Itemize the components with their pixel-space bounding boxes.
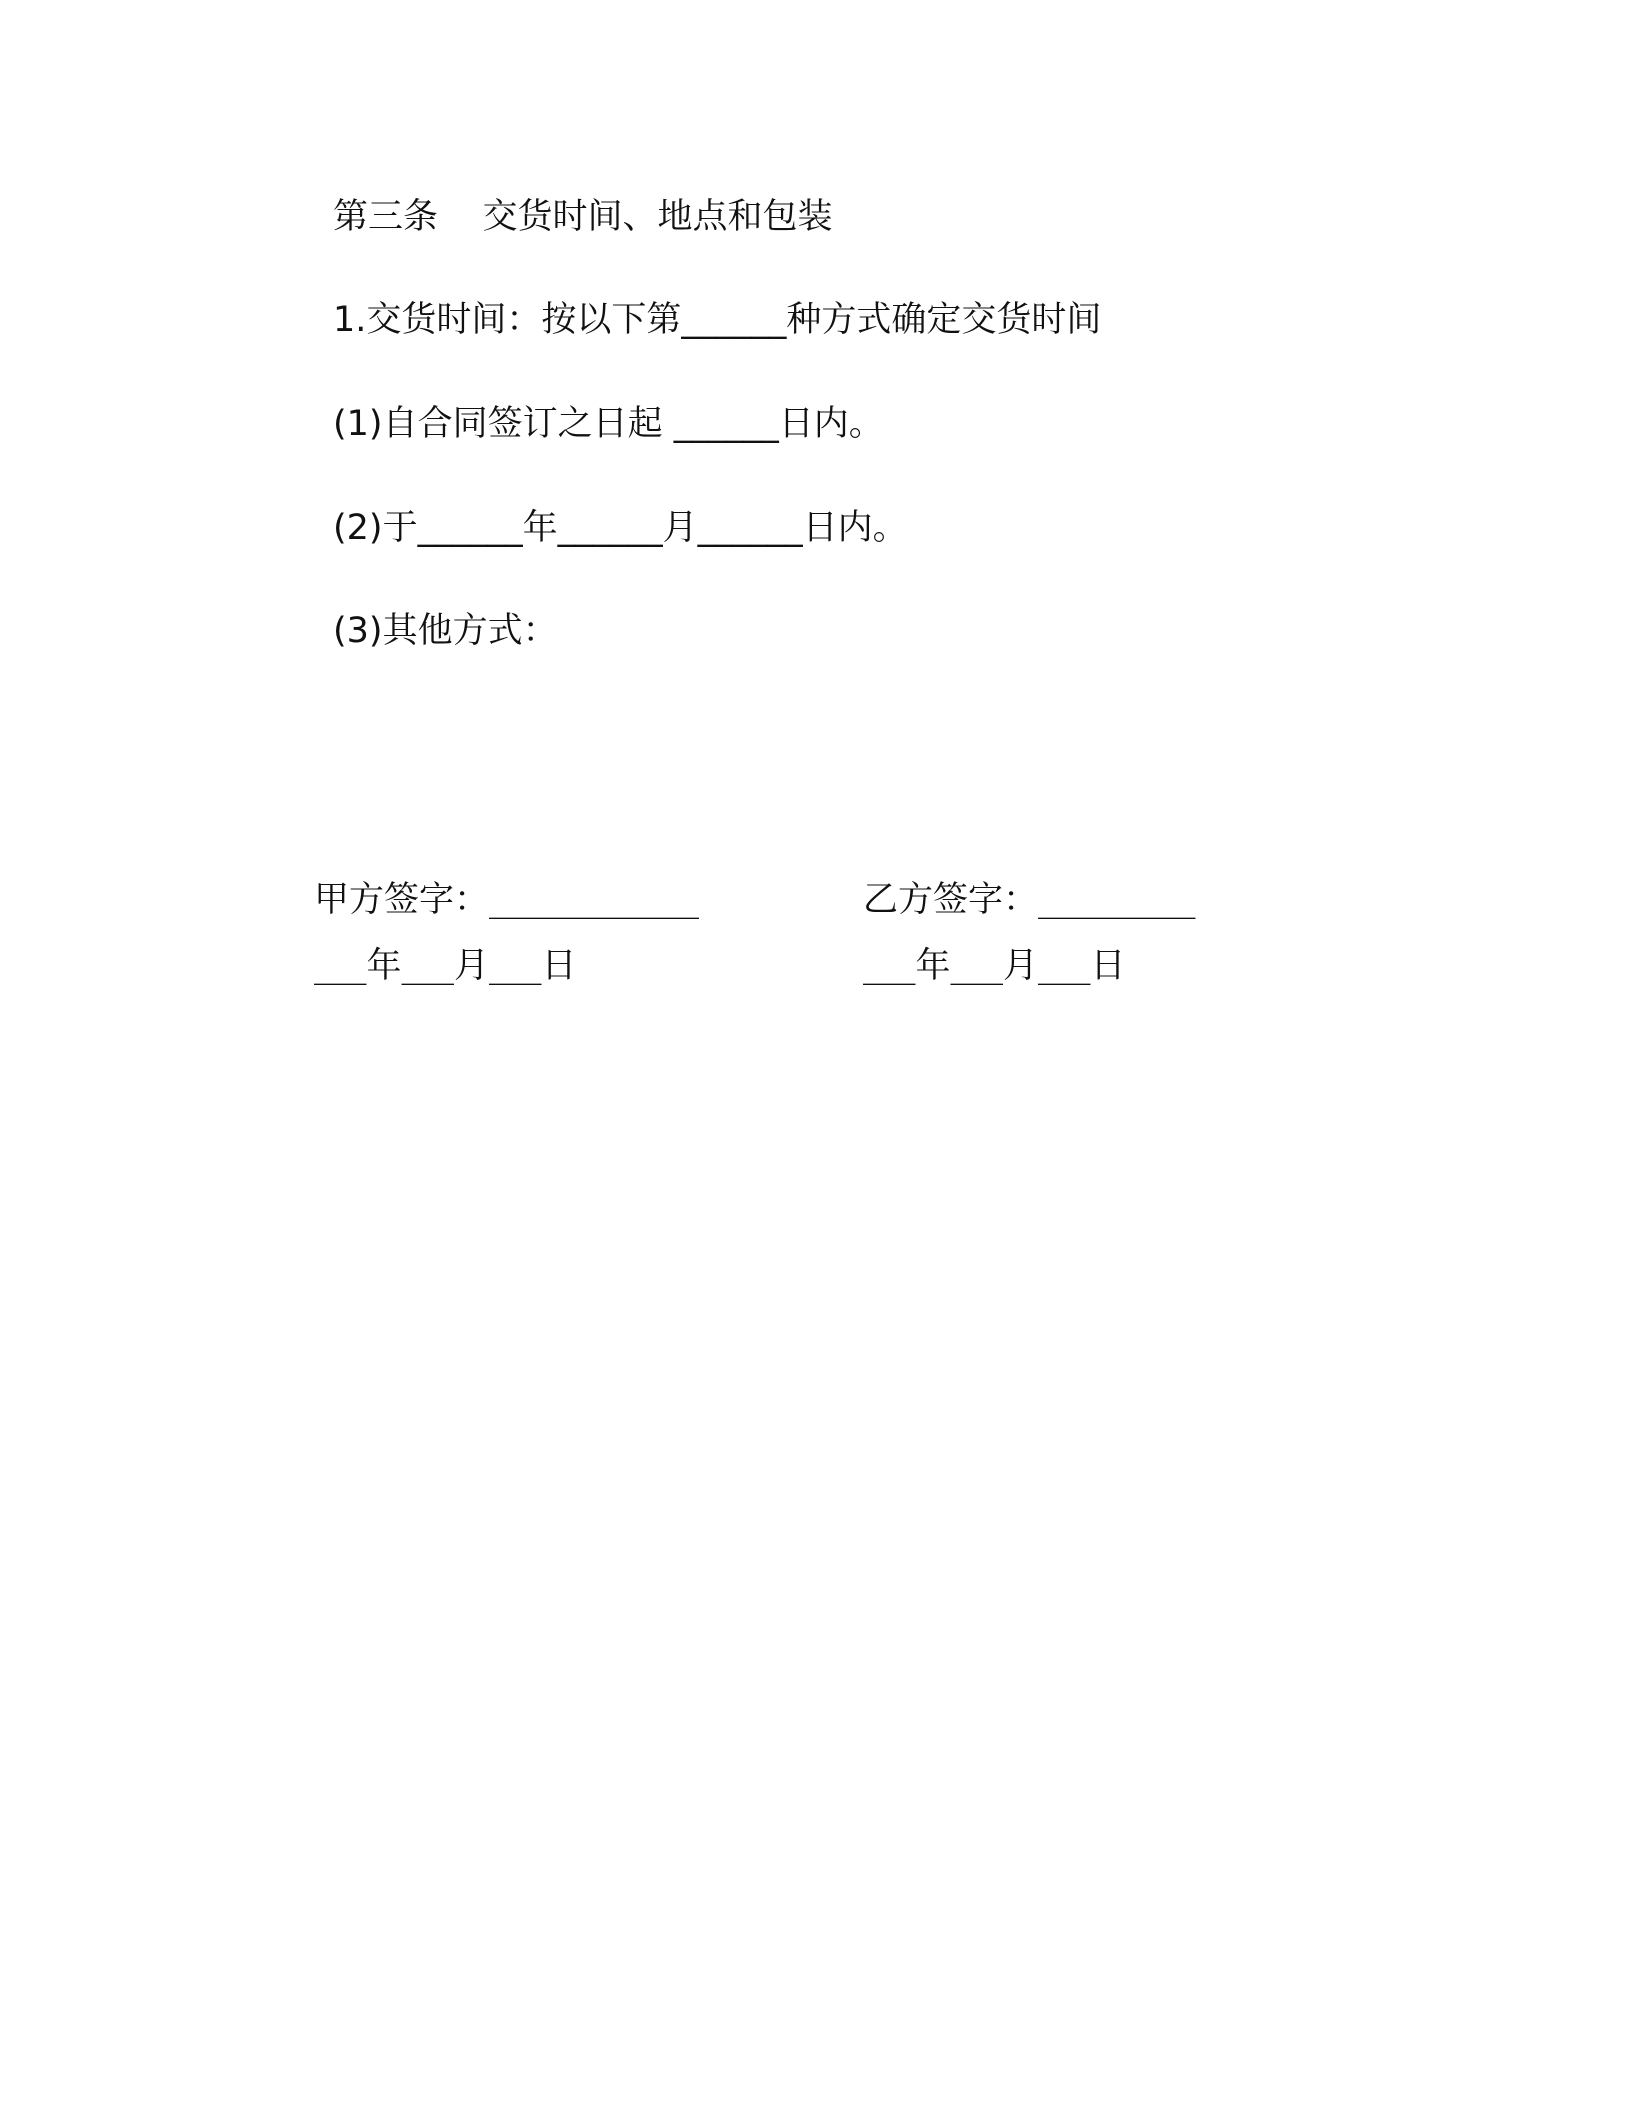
- delivery-option-2: (2)于______年______月______日内。: [333, 508, 908, 548]
- clause-heading: 第三条 交货时间、地点和包装: [333, 197, 833, 237]
- delivery-time-item: 1.交货时间：按以下第______种方式确定交货时间: [333, 300, 1102, 340]
- party-b-signature-line: 乙方签字：_________: [863, 880, 1196, 920]
- delivery-option-1: (1)自合同签订之日起 ______日内。: [333, 404, 884, 444]
- delivery-option-3: (3)其他方式：: [333, 611, 558, 651]
- party-a-signature-line: 甲方签字：____________: [314, 880, 700, 920]
- party-a-date-line: ___年___月___日: [314, 946, 577, 986]
- party-b-date-line: ___年___月___日: [863, 946, 1126, 986]
